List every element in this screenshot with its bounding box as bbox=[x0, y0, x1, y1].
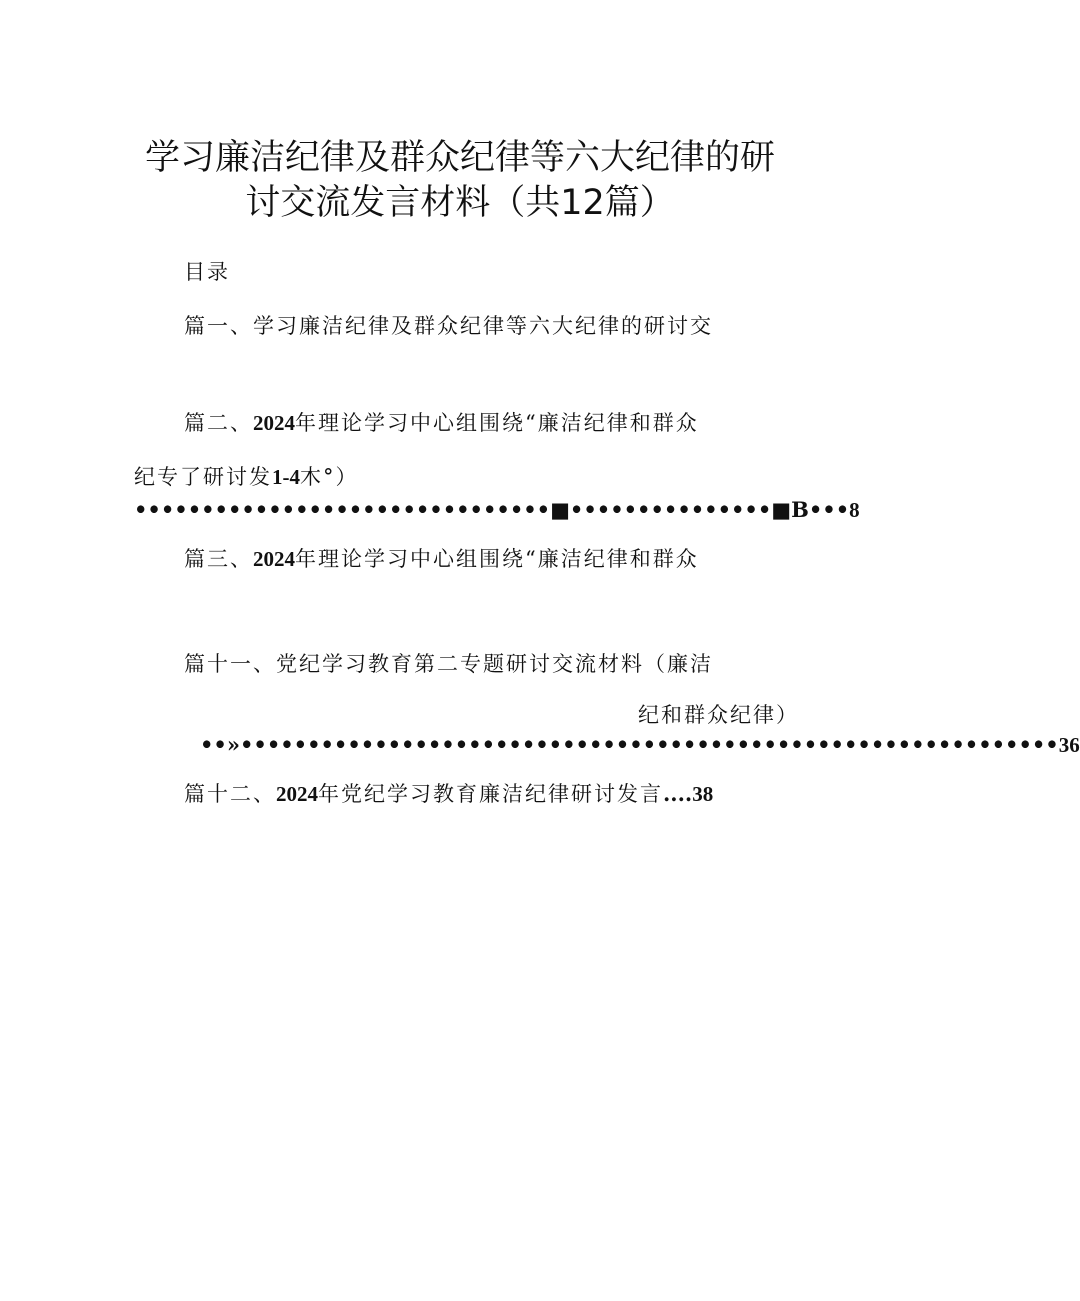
toc-entry-11-continuation[interactable] bbox=[638, 701, 799, 729]
toc-entry-2-cont-num: 1-4 bbox=[272, 465, 300, 489]
toc-entry-3-year: 2024 bbox=[253, 547, 295, 571]
toc-entry-2-continuation[interactable] bbox=[134, 463, 359, 491]
toc-entry-2-cont-tail: 木°） bbox=[300, 465, 359, 489]
toc-entry-2-year: 2024 bbox=[253, 411, 295, 435]
toc-entry-2-prefix: 篇二、 bbox=[184, 411, 253, 435]
toc-entry-12[interactable] bbox=[184, 780, 713, 808]
toc-entry-11-leader: ••»••••••••••••••••••••••••••••••••••••••••••••••••••••••••••••• bbox=[200, 732, 1059, 757]
toc-entry-1-text: 篇一、学习廉洁纪律及群众纪律等六大纪律的研讨交 bbox=[184, 314, 713, 338]
toc-entry-2-text: 年理论学习中心组围绕“廉洁纪律和群众 bbox=[295, 411, 699, 435]
toc-entry-11[interactable] bbox=[184, 650, 713, 678]
toc-entry-11-text: 篇十一、党纪学习教育第二专题研讨交流材料（廉洁 bbox=[184, 652, 713, 676]
toc-entry-11-cont-text: 纪和群众纪律） bbox=[638, 703, 799, 727]
toc-entry-12-prefix: 篇十二、 bbox=[184, 782, 276, 806]
toc-entry-2-cont-text: 纪专了研讨发 bbox=[134, 465, 272, 489]
toc-entry-2-leader-line[interactable] bbox=[134, 496, 860, 524]
toc-entry-2-page: 8 bbox=[849, 498, 860, 522]
toc-entry-11-leader-line[interactable] bbox=[200, 731, 1080, 759]
toc-entry-3[interactable] bbox=[184, 545, 699, 573]
toc-entry-12-page: 38 bbox=[692, 782, 714, 806]
toc-entry-12-leader: .... bbox=[663, 781, 693, 806]
document-title-line-2: 讨交流发言材料（共12篇） bbox=[245, 183, 675, 223]
document-title-line-1: 学习廉洁纪律及群众纪律等六大纪律的研 bbox=[144, 138, 775, 178]
toc-entry-1[interactable] bbox=[184, 312, 713, 340]
toc-entry-2-leader: •••••••••••••••••••••••••••••••■•••••••••••••••■B••• bbox=[134, 497, 850, 522]
toc-entry-12-year: 2024 bbox=[276, 782, 318, 806]
toc-entry-3-prefix: 篇三、 bbox=[184, 547, 253, 571]
toc-entry-2[interactable] bbox=[184, 409, 699, 437]
toc-heading: 目录 bbox=[184, 260, 230, 284]
toc-entry-3-text: 年理论学习中心组围绕“廉洁纪律和群众 bbox=[295, 547, 699, 571]
toc-entry-11-page: 36 bbox=[1058, 733, 1080, 757]
toc-entry-12-text: 年党纪学习教育廉洁纪律研讨发言 bbox=[318, 782, 663, 806]
